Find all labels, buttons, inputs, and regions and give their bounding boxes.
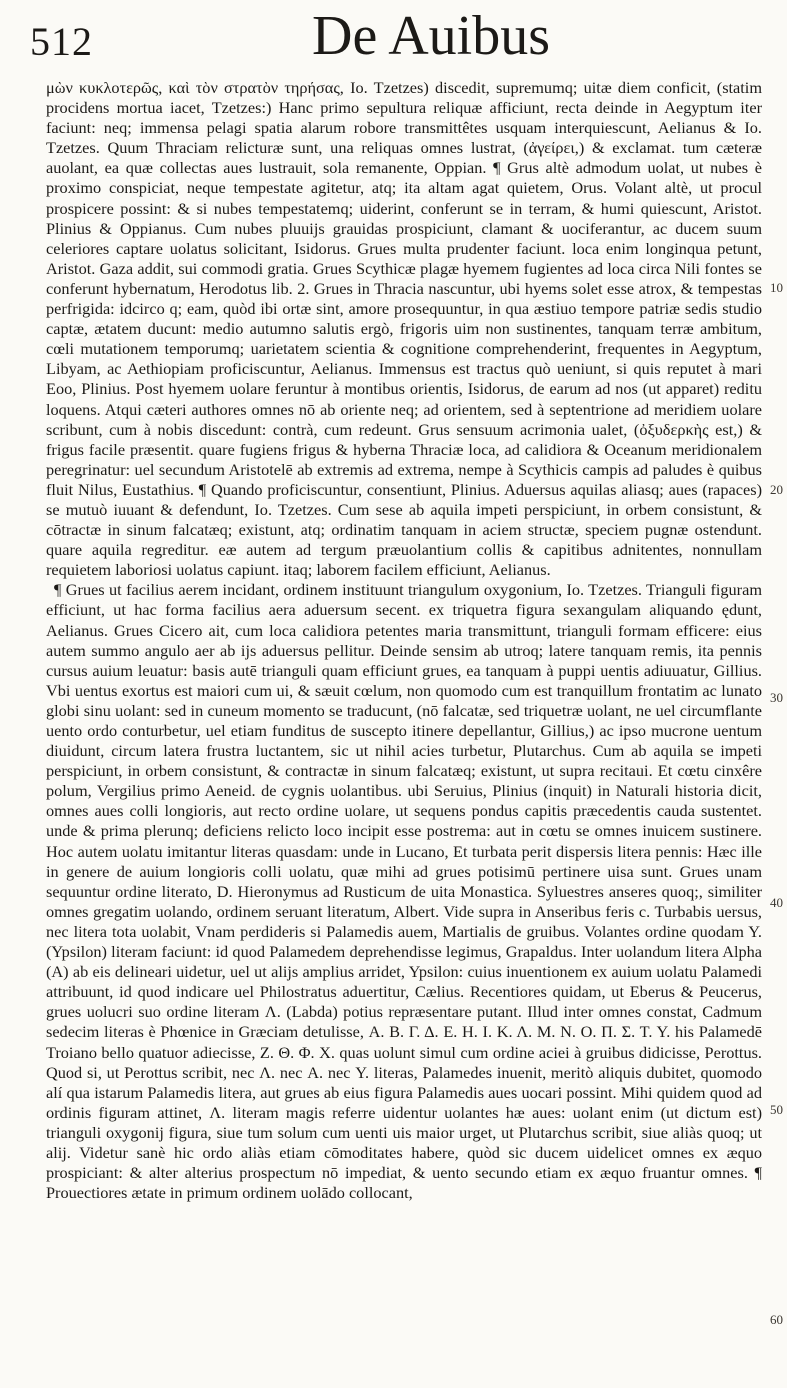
margin-line-number: 50 bbox=[770, 1102, 783, 1117]
margin-line-number: 40 bbox=[770, 895, 783, 910]
margin-line-number: 20 bbox=[770, 482, 783, 497]
page-header bbox=[0, 0, 787, 80]
running-title: De Auibus bbox=[312, 5, 550, 67]
body-text bbox=[46, 78, 762, 1203]
margin-line-number: 30 bbox=[770, 690, 783, 705]
margin-line-number: 60 bbox=[770, 1312, 783, 1327]
paragraph-1: μὼν κυκλοτερῶς, καὶ τὸν στρατὸν τηρήσας, Io. Tzetzes) discedit, supremumq; uitæ diem conficit, (statim procidens mortua iacet, Tzetzes:) Hanc primo sepultura reliquæ afficiunt, recta deinde in Aegyptum iter faciunt: neq; immensa pelagi spatia alarum robore transmittêtes usquam interquiescunt, Aelianus & Io. Tzetzes. Quum Thraciam relicturæ sunt, una reliquas omnes lustrat, (ἀγείρει,) & exclamat. tum cæteræ auolant, ea quæ collectas aues lustrauit, sola remanente, Oppian. ¶ Grus altè admodum uolat, ut nubes è proximo conspiciat, neque tempestate agitetur, atq; ita altam agat quietem, Orus. Volant altè, ut procul prospicere possint: & si nubes tempestatemq; uiderint, conferunt se in terram, & humi quiescunt, Aristot. Plinius & Oppianus. Cum nubes pluuijs grauidas prospiciunt, clamant & uociferantur, ac ducem suum celeriores captare uolatus solicitant, Isidorus. Grues multa prudenter faciunt. loca enim longinqua petunt, Aristot. Gaza addit, sui commodi gratia. Grues Scythicæ plagæ hyemem fugientes ad loca circa Nili fontes se conferunt hybernatum, Herodotus lib. 2. Grues in Thracia nascuntur, ubi hyems solet esse atrox, & tempestas perfrigida: idcirco q; eam, quòd ibi ortæ sint, amore prosequuntur, in qua æstiuo tempore patriæ sedis studio captæ, ætatem ducunt: medio autumno salutis ergò, frigoris uim non sustinentes, tanquam terræ ambitum, cœli mutationem temporumq; uarietatem scientia & cognitione comprehenderint, frequentes in Aegyptum, Libyam, ac Aethiopiam proficiscuntur, Aelianus. Immensus est tractus quò ueniunt, si quis reputet à mari Eoo, Plinius. Post hyemem uolare feruntur à montibus orientis, Isidorus, de earum ad nos (ut apparet) reditu loquens. Atqui cæteri authores omnes nō ab oriente neq; ad orientem, sed à septentrione ad meridiem uolare scribunt, cum à nobis discedunt: contrà, cum redeunt. Grus sensuum acrimonia ualet, (ὀξυδερκὴς est,) & frigus facile præsentit. quare fugiens frigus & hyberna Thraciæ loca, ad calidiora & Oceanum meridionalem peregrinatur: uel secundum Aristotelē ab extremis ad extrema, nempe à Scythicis campis ad paludes è quibus fluit Nilus, Eustathius. ¶ Quando proficiscuntur, consentiunt, Plinius. Aduersus aquilas aliasq; aues (rapaces) se mutuò iuuant & defendunt, Io. Tzetzes. Cum sese ab aquila impeti perspiciunt, in orbem consistunt, & cōtractæ in sinum falcatæq; existunt, atq; ordinatim tanquam in aciem structæ, speciem pugnæ ostendunt. quare aquila regreditur. eæ autem ad tergum præuolantium collis & capitibus adnitentes, nonnullam requietem laboriosi uolatus capiunt. itaq; laborem facilem efficiunt, Aelianus. bbox=[46, 78, 762, 580]
paragraph-2: ¶ Grues ut facilius aerem incidant, ordinem instituunt triangulum oxygonium, Io. Tzetzes. Trianguli figuram efficiunt, ut hac forma facilius aera aduersum secent. ex triquetra figura sexangulam aliquando ędunt, Aelianus. Grues Cicero ait, cum loca calidiora petentes maria transmittunt, trianguli formam efficere: eius autem summo angulo aer ab ijs aduersus pellitur. Deinde sensim ab utroq; latere tanquam remis, ita pennis cursus auium leuatur: basis autē trianguli quam efficiunt grues, ea tanquam à puppi uentis adiuuatur, Gillius. Vbi uentus exortus est maiori cum ui, & sæuit cœlum, non quomodo cum est tranquillum frontatim ac lunato globi sinu uolant: sed in cuneum momento se traducunt, (nō falcatæ, sed triquetræ uolant, ne uel circumflante uento ordo conturbetur, uel etiam funditus de suscepto itinere depellantur, Gillius,) ac ipso mucrone uentum diuidunt, circum latera frustra luctantem, sic ut nihil acies turbetur, Plutarchus. Cum ab aquila se impeti perspiciunt, in orbem consistunt, & contractæ in sinum falcatæq; existunt, ut supra recitaui. Et cœtu cinxêre polum, Vergilius primo Aeneid. de cygnis uolantibus. ubi Seruius, Plinius (inquit) in Naturali historia dicit, omnes aues colli longioris, aut recto ordine uolare, ut sequens pondus capitis præcedentis cauda sustentet. unde & prima plerunq; deficiens relicto loco incipit esse postrema: aut in cœtu se omnes inuicem sustinere. Hoc autem uolatu imitantur literas quasdam: unde in Lucano, Et turbata perit dispersis litera pennis: Hæc ille in genere de auium longioris colli uolatu, quæ mihi ad grues potisimū pertinere uisa sunt. Grues unam sequuntur ordine literato, D. Hieronymus ad Rusticum de uita Monastica. Syluestres anseres quoq;, similiter omnes gregatim uolando, ordinem seruant literatum, Albert. Vide supra in Anseribus feris c. Turbabis uersus, nec litera tota uolabit, Vnam perdideris si Palamedis auem, Martialis de gruibus. Volantes ordine quodam Y. (Ypsilon) literam faciunt: id quod Palamedem deprehendisse legimus, Grapaldus. Inter uolandum litera Alpha (A) ab eis delineari uidetur, uel ut alijs amplius arridet, Ypsilon: cuius inuentionem ex auium uolatu Palamedi attribuunt, id quod indicare uel Philostratus aduertitur, Cælius. Recentiores quidam, ut Eberus & Peucerus, grues uolucri suo ordine literam Λ. (Labda) potius repræsentare putant. Illud inter omnes constat, Cadmum sedecim literas è Phœnice in Græciam detulisse, Α. Β. Γ. Δ. Ε. Η. Ι. Κ. Λ. Μ. Ν. Ο. Π. Σ. Τ. Υ. his Palamedē Troiano bello quatuor adiecisse, Ζ. Θ. Φ. Χ. quas uolunt simul cum ordine aciei à gruibus didicisse, Perottus. Quod si, ut Perottus scribit, nec Λ. nec Α. nec Υ. literas, Palamedes inuenit, meritò aliquis dubitet, quomodo alí qua istarum Palamedis litera, aut grues ab eius figura Palamedis aues uocari possint. Mihi quidem quod ad ordinis figuram attinet, Λ. literam magis referre uidentur uolantes hæ aues: uolant enim (ut dictum est) trianguli oxygonij figura, siue tum solum cum uenti uis maior urget, ut Plutarchus scribit, siue aliàs quoq; ut alij. Videtur sanè hic ordo aliàs etiam cōmoditates habere, quòd sic ducem uidelicet omnes ex æquo prospiciant: & alter alterius prospectum nō impediat, & uento secundo etiam ex æquo fruantur omnes. ¶ Prouectiores ætate in primum ordinem uolādo collocant, bbox=[46, 580, 762, 1203]
page-number: 512 bbox=[30, 19, 93, 64]
margin-line-number: 10 bbox=[770, 280, 783, 295]
